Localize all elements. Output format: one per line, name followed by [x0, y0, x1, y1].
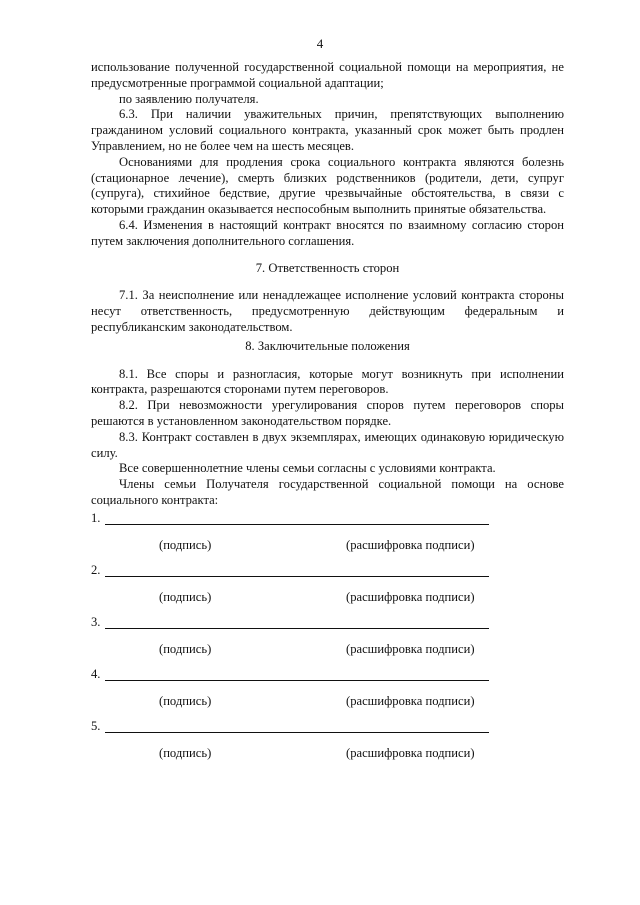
signature-label: (подпись): [159, 642, 212, 656]
signature-line: [105, 628, 489, 629]
paragraph: Члены семьи Получателя государственной социальной помощи на основе социального контракта:: [91, 477, 564, 507]
member-number: 4.: [91, 667, 101, 681]
signature-line: [105, 524, 489, 525]
signature-decode-label: (расшифровка подписи): [346, 590, 475, 604]
section-7-heading: 7. Ответственность сторон: [255, 260, 400, 275]
member-signature-row: [91, 559, 491, 611]
member-number: 5.: [91, 719, 101, 733]
signature-label: (подпись): [159, 746, 212, 760]
paragraph-7-1: 7.1. За неисполнение или ненадлежащее исполнение условий контракта стороны несут ответственность, предусмотренную действующим федеральным и республиканским законодательством.: [91, 288, 564, 334]
signature-label: (подпись): [159, 694, 212, 708]
signature-decode-label: (расшифровка подписи): [346, 746, 475, 760]
paragraph: по заявлению получателя.: [119, 91, 259, 106]
paragraph-6-3: 6.3. При наличии уважительных причин, препятствующих выполнению гражданином условий социального контракта, указанный срок может быть продлен Управлением, но не более чем на шесть месяцев.: [91, 107, 564, 153]
member-signature-row: [91, 715, 491, 767]
paragraph: Все совершеннолетние члены семьи согласны с условиями контракта.: [119, 461, 496, 476]
member-number: 2.: [91, 563, 101, 577]
signature-line: [105, 732, 489, 733]
paragraph-8-1: 8.1. Все споры и разногласия, которые могут возникнуть при исполнении контракта, разрешаются сторонами путем переговоров.: [91, 366, 564, 397]
signature-decode-label: (расшифровка подписи): [346, 538, 475, 552]
signature-line: [105, 680, 489, 681]
page-number: 4: [316, 36, 324, 51]
section-8-heading: 8. Заключительные положения: [245, 338, 410, 353]
paragraph-8-3: 8.3. Контракт составлен в двух экземплярах, имеющих одинаковую юридическую силу.: [91, 429, 564, 460]
member-signature-row: [91, 507, 491, 559]
member-number: 3.: [91, 615, 101, 629]
signature-decode-label: (расшифровка подписи): [346, 694, 475, 708]
paragraph-6-4: 6.4. Изменения в настоящий контракт вносятся по взаимному согласию сторон путем заключения дополнительного соглашения.: [91, 217, 564, 248]
signature-decode-label: (расшифровка подписи): [346, 642, 475, 656]
member-number: 1.: [91, 511, 101, 525]
family-members-signatures: [91, 507, 491, 767]
paragraph: Основаниями для продления срока социального контракта являются болезнь (стационарное лечение), смерть близких родственников (родители, дети, супруг (супруга), стихийное бедствие, другие чрезвычайные обстоятельства, в связи с которыми гражданин оказывается неспособным выполнить принятые обязательства.: [91, 154, 564, 217]
signature-label: (подпись): [159, 538, 212, 552]
paragraph: использование полученной государственной социальной помощи на мероприятия, не предусмотренные программой социальной адаптации;: [91, 60, 564, 90]
signature-label: (подпись): [159, 590, 212, 604]
signature-line: [105, 576, 489, 577]
member-signature-row: [91, 611, 491, 663]
document-body: [91, 60, 564, 509]
member-signature-row: [91, 663, 491, 715]
paragraph-8-2: 8.2. При невозможности урегулирования споров путем переговоров споры решаются в установленном законодательством порядке.: [91, 398, 564, 428]
